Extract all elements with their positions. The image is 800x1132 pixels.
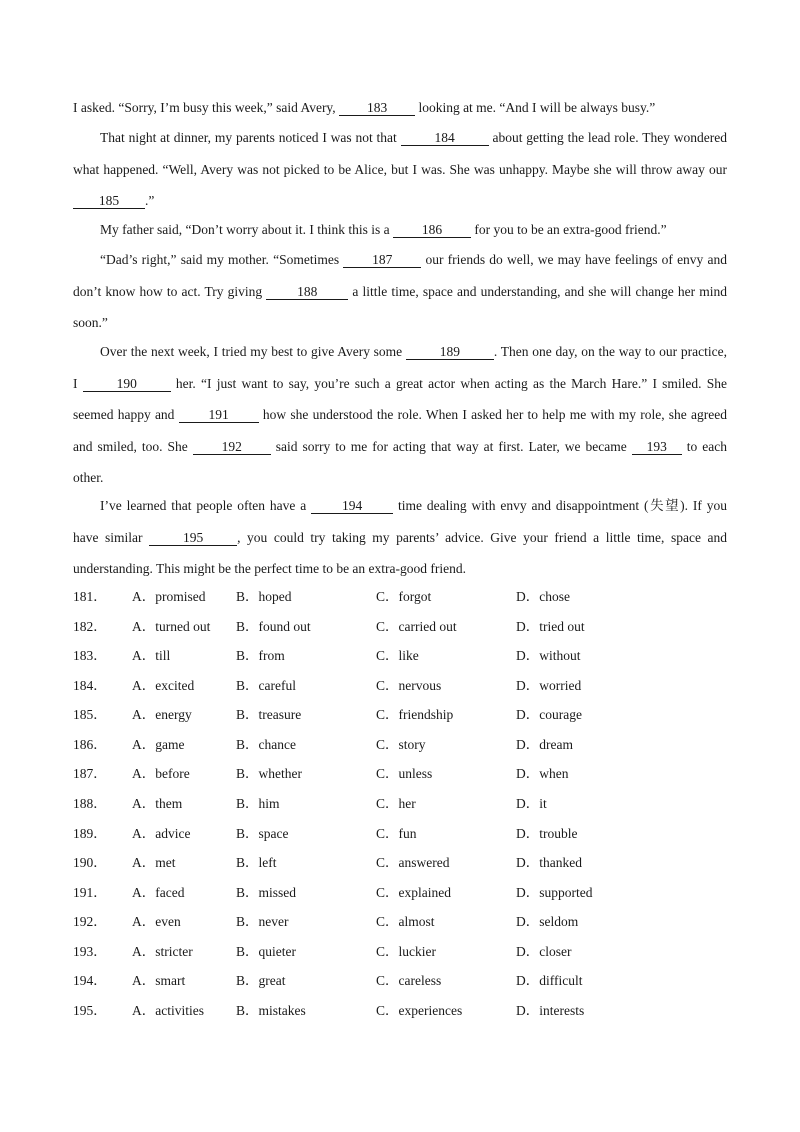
option-d: D．seldom	[516, 914, 579, 929]
option-d: D．without	[516, 648, 581, 663]
option-c: C．luckier	[376, 944, 436, 959]
passage-paragraph-6	[73, 490, 727, 585]
text-segment: about getting the lead role. They wondered what happened. “Well, Avery was not picked to be Alice, but I was. She was unhappy. Maybe she will throw away our	[73, 130, 727, 177]
option-c: C．friendship	[376, 707, 454, 722]
answer-blank-188: 188	[266, 284, 348, 300]
question-number: 187．	[73, 766, 107, 781]
option-d: D．difficult	[516, 973, 583, 988]
option-d: D．courage	[516, 707, 582, 722]
option-a: A．stricter	[132, 944, 193, 959]
option-a: A．turned out	[132, 619, 211, 634]
question-number: 184．	[73, 678, 107, 693]
question-number: 183．	[73, 648, 107, 663]
text-segment: That night at dinner, my parents noticed I was not that	[100, 130, 401, 145]
option-b: B．quieter	[236, 944, 296, 959]
option-b: B．missed	[236, 885, 297, 900]
option-a: A．before	[132, 766, 190, 781]
option-d: D．thanked	[516, 855, 582, 870]
text-segment: her. “I just want to say, you’re such a great actor when acting as the March Hare.” I smiled. She seemed happy and	[73, 375, 727, 422]
text-segment: said sorry to me for acting that way at first. Later, we became	[270, 438, 632, 454]
option-b: B．never	[236, 914, 289, 929]
option-b: B．found out	[236, 619, 311, 634]
option-b: B．great	[236, 973, 286, 988]
option-c: C．carried out	[376, 619, 457, 634]
text-segment: I asked. “Sorry, I’m busy this week,” said Avery,	[73, 100, 340, 115]
option-c: C．experiences	[376, 1003, 463, 1018]
question-number: 194．	[73, 973, 107, 988]
answer-blank-183: 183	[339, 100, 415, 116]
option-a: A．game	[132, 737, 185, 752]
text-segment: our friends do well, we may have feelings of envy and don’t know how to act. Try giving	[73, 252, 727, 299]
question-number: 186．	[73, 737, 107, 752]
option-c: C．almost	[376, 914, 435, 929]
passage-paragraph-4	[73, 244, 727, 339]
question-number: 189．	[73, 826, 107, 841]
answer-blank-194: 194	[311, 498, 393, 514]
text-segment: to each other.	[73, 438, 727, 485]
text-segment: for you to be an extra-good friend.”	[470, 222, 667, 237]
option-a: A．till	[132, 648, 171, 663]
option-a: A．activities	[132, 1003, 204, 1018]
question-number: 195．	[73, 1003, 107, 1018]
option-b: B．him	[236, 796, 280, 811]
question-number: 191．	[73, 885, 107, 900]
option-b: B．careful	[236, 678, 296, 693]
answer-blank-190: 190	[83, 376, 171, 392]
option-c: C．explained	[376, 885, 451, 900]
option-c: C．like	[376, 648, 419, 663]
text-segment: .”	[145, 193, 155, 208]
answer-blank-189: 189	[406, 344, 494, 360]
option-d: D．worried	[516, 678, 582, 693]
passage-paragraph-1	[73, 92, 727, 124]
option-a: A．advice	[132, 826, 191, 841]
passage-paragraph-2	[73, 122, 727, 217]
option-d: D．supported	[516, 885, 593, 900]
passage-paragraph-5	[73, 336, 727, 494]
question-number: 192．	[73, 914, 107, 929]
option-d: D．dream	[516, 737, 573, 752]
answer-blank-195: 195	[149, 530, 237, 546]
question-number: 193．	[73, 944, 107, 959]
option-a: A．faced	[132, 885, 185, 900]
option-b: B．from	[236, 648, 285, 663]
question-number: 190．	[73, 855, 107, 870]
answer-blank-184: 184	[401, 130, 489, 146]
question-number: 181．	[73, 589, 107, 604]
option-c: C．her	[376, 796, 416, 811]
option-c: C．unless	[376, 766, 433, 781]
text-segment: looking at me. “And I will be always busy.”	[415, 100, 656, 115]
text-segment: time dealing with envy and disappointment (失望). If you have similar	[73, 498, 727, 545]
option-c: C．forgot	[376, 589, 432, 604]
text-segment: My father said, “Don’t worry about it. I think this is a	[100, 222, 393, 237]
passage-paragraph-3	[73, 214, 727, 246]
text-segment: , you could try taking my parents’ advice. Give your friend a little time, space and understanding. This might be the perfect time to be an extra-good friend.	[73, 529, 727, 576]
option-c: C．answered	[376, 855, 450, 870]
option-c: C．nervous	[376, 678, 442, 693]
text-segment: a little time, space and understanding, and she will change her mind soon.”	[73, 283, 727, 330]
answer-blank-191: 191	[179, 407, 259, 423]
option-b: B．whether	[236, 766, 302, 781]
option-b: B．space	[236, 826, 289, 841]
option-a: A．excited	[132, 678, 195, 693]
option-b: B．hoped	[236, 589, 292, 604]
question-number: 185．	[73, 707, 107, 722]
answer-blank-185: 185	[73, 193, 145, 209]
answer-blank-192: 192	[193, 439, 271, 455]
option-c: C．fun	[376, 826, 417, 841]
answer-blank-187: 187	[343, 252, 421, 268]
question-number: 188．	[73, 796, 107, 811]
text-segment: how she understood the role. When I asked her to help me with my role, she agreed and smiled, too. She	[73, 407, 728, 454]
option-d: D．tried out	[516, 619, 585, 634]
option-a: A．even	[132, 914, 181, 929]
option-a: A．promised	[132, 589, 206, 604]
option-b: B．chance	[236, 737, 296, 752]
option-d: D．it	[516, 796, 547, 811]
text-segment: I’ve learned that people often have a	[100, 498, 312, 513]
option-a: A．smart	[132, 973, 186, 988]
option-d: D．chose	[516, 589, 570, 604]
option-b: B．treasure	[236, 707, 302, 722]
answer-blank-186: 186	[393, 222, 471, 238]
text-segment: . Then one day, on the way to our practice, I	[73, 344, 727, 391]
option-a: A．them	[132, 796, 183, 811]
question-number: 182．	[73, 619, 107, 634]
option-b: B．left	[236, 855, 277, 870]
option-c: C．story	[376, 737, 426, 752]
option-d: D．closer	[516, 944, 572, 959]
option-b: B．mistakes	[236, 1003, 306, 1018]
option-a: A．energy	[132, 707, 192, 722]
option-a: A．met	[132, 855, 176, 870]
option-d: D．interests	[516, 1003, 585, 1018]
option-d: D．trouble	[516, 826, 578, 841]
answer-blank-193: 193	[632, 439, 682, 455]
option-c: C．careless	[376, 973, 442, 988]
text-segment: “Dad’s right,” said my mother. “Sometimes	[100, 252, 344, 267]
text-segment: Over the next week, I tried my best to give Avery some	[100, 344, 406, 359]
option-d: D．when	[516, 766, 569, 781]
